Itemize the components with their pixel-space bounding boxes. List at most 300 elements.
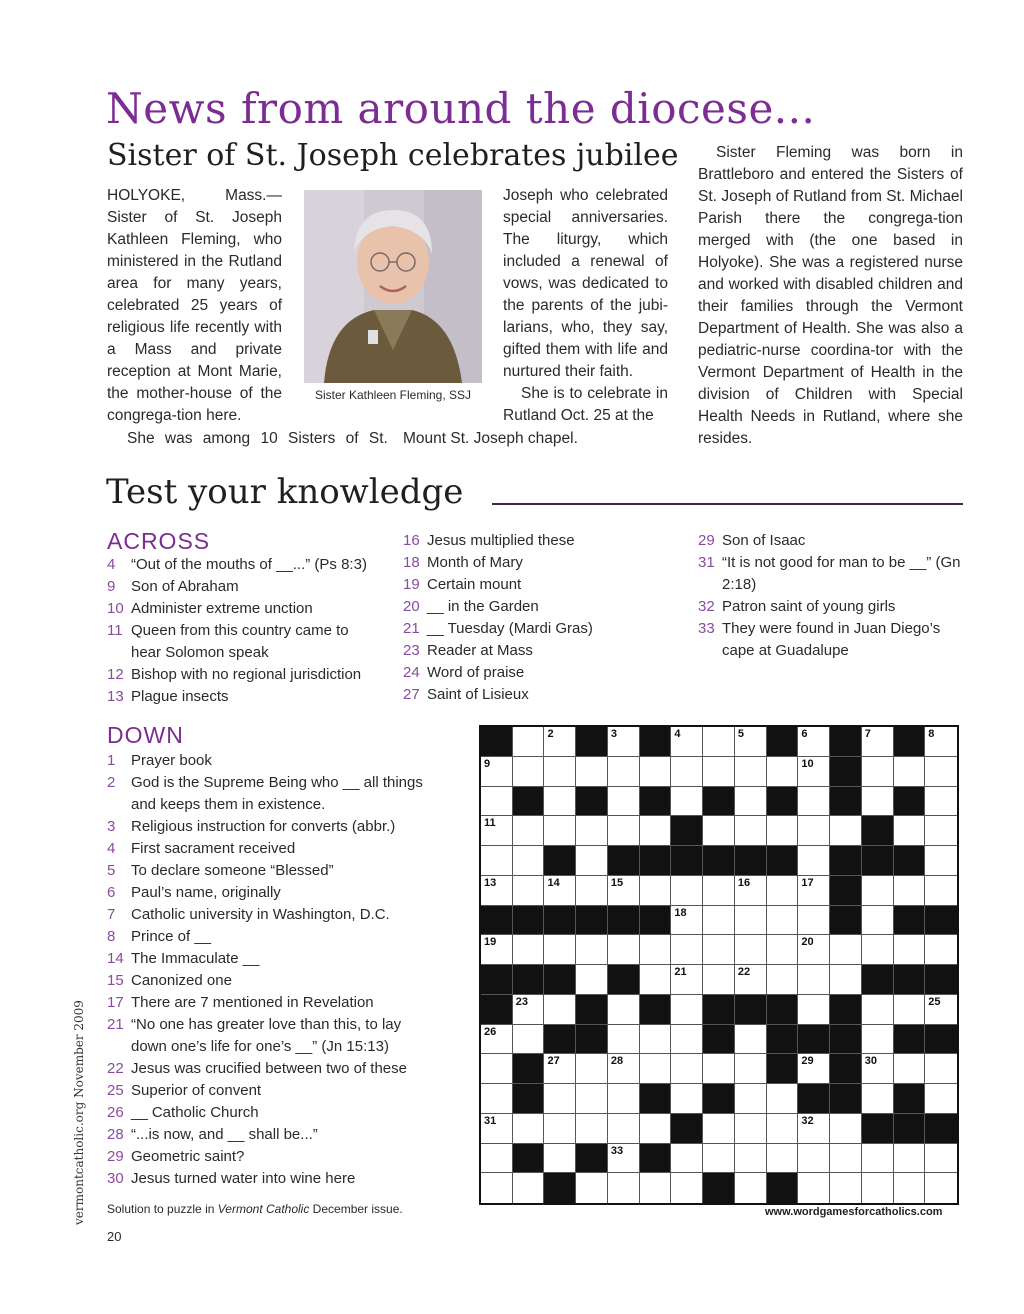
answer-square[interactable] (608, 876, 640, 906)
across-clues-col-3 (698, 530, 963, 662)
answer-square[interactable] (640, 757, 672, 787)
clue-text: Catholic university in Washington, D.C. (131, 906, 390, 923)
answer-square[interactable] (735, 1114, 767, 1144)
black-square (830, 906, 862, 936)
answer-square[interactable] (671, 965, 703, 995)
black-square (798, 1084, 830, 1114)
answer-square[interactable] (671, 1025, 703, 1055)
answer-square[interactable] (894, 757, 926, 787)
answer-square[interactable] (862, 1054, 894, 1084)
publication-sidebar: vermontcatholic.org November 2009 (72, 1000, 86, 1225)
answer-square[interactable] (735, 1025, 767, 1055)
answer-square[interactable] (481, 787, 513, 817)
clue-number: 33 (698, 620, 715, 637)
answer-square[interactable] (767, 757, 799, 787)
clue-text: There are 7 mentioned in Revelation (131, 994, 374, 1011)
clue-text: Jesus multiplied these (427, 532, 575, 549)
answer-square[interactable] (830, 816, 862, 846)
answer-square[interactable] (767, 906, 799, 936)
down-clue-29 (107, 1146, 432, 1168)
across-clues-col-2 (403, 530, 673, 706)
answer-square[interactable] (894, 935, 926, 965)
clue-text: Queen from this country came to hear Solomon speak (131, 622, 349, 661)
clue-number: 19 (403, 576, 420, 593)
black-square (576, 787, 608, 817)
answer-square[interactable] (544, 757, 576, 787)
black-square (640, 1084, 672, 1114)
answer-square[interactable] (513, 1025, 545, 1055)
answer-square[interactable] (894, 1144, 926, 1174)
black-square (671, 816, 703, 846)
down-clue-22 (107, 1058, 432, 1080)
answer-square[interactable] (608, 1054, 640, 1084)
answer-square[interactable] (767, 1144, 799, 1174)
answer-square[interactable] (894, 816, 926, 846)
answer-square[interactable] (544, 876, 576, 906)
answer-square[interactable] (862, 757, 894, 787)
page-title: News from around the diocese... (106, 84, 816, 133)
answer-square[interactable] (735, 965, 767, 995)
answer-square[interactable] (798, 757, 830, 787)
answer-square[interactable] (735, 906, 767, 936)
answer-square[interactable] (862, 906, 894, 936)
solution-note-text: Solution to puzzle in (107, 1202, 218, 1216)
answer-square[interactable] (544, 727, 576, 757)
black-square (513, 1054, 545, 1084)
clue-number: 6 (107, 884, 116, 901)
clue-number: 4 (107, 840, 116, 857)
across-clue-4 (107, 554, 367, 576)
answer-square[interactable] (608, 787, 640, 817)
answer-square[interactable] (671, 906, 703, 936)
across-clue-27 (403, 684, 673, 706)
answer-square[interactable] (481, 757, 513, 787)
answer-square[interactable] (608, 1114, 640, 1144)
answer-square[interactable] (703, 816, 735, 846)
answer-square[interactable] (703, 965, 735, 995)
answer-square[interactable] (513, 1173, 545, 1203)
square-number: 10 (801, 757, 814, 770)
answer-square[interactable] (513, 757, 545, 787)
answer-square[interactable] (894, 1054, 926, 1084)
clue-number: 15 (107, 972, 124, 989)
clue-number: 28 (107, 1126, 124, 1143)
across-clue-20 (403, 596, 673, 618)
square-number: 17 (801, 876, 814, 889)
answer-square[interactable] (544, 935, 576, 965)
down-clue-21 (107, 1014, 432, 1058)
clue-number: 16 (403, 532, 420, 549)
down-clue-1 (107, 750, 432, 772)
across-clue-12 (107, 664, 367, 686)
square-number: 9 (484, 757, 491, 770)
across-clue-10 (107, 598, 367, 620)
answer-square[interactable] (608, 995, 640, 1025)
answer-square[interactable] (862, 1025, 894, 1055)
answer-square[interactable] (640, 816, 672, 846)
down-clue-2 (107, 772, 432, 816)
answer-square[interactable] (608, 1084, 640, 1114)
black-square (862, 846, 894, 876)
clue-text: __ Catholic Church (131, 1104, 259, 1121)
clue-text: “No one has greater love than this, to lay down one’s life for one’s __” (Jn 15:13) (131, 1016, 402, 1055)
answer-square[interactable] (767, 876, 799, 906)
answer-square[interactable] (798, 935, 830, 965)
answer-square[interactable] (830, 1114, 862, 1144)
answer-square[interactable] (925, 935, 957, 965)
answer-square[interactable] (576, 965, 608, 995)
answer-square[interactable] (925, 846, 957, 876)
answer-square[interactable] (544, 787, 576, 817)
answer-square[interactable] (576, 816, 608, 846)
portrait-photo (304, 190, 482, 383)
answer-square[interactable] (608, 757, 640, 787)
black-square (830, 995, 862, 1025)
answer-square[interactable] (703, 1054, 735, 1084)
square-number: 29 (801, 1055, 814, 1068)
answer-square[interactable] (798, 1054, 830, 1084)
square-number: 20 (801, 936, 814, 949)
down-clue-17 (107, 992, 432, 1014)
answer-square[interactable] (703, 906, 735, 936)
black-square (925, 1025, 957, 1055)
clue-text: Paul’s name, originally (131, 884, 281, 901)
black-square (544, 846, 576, 876)
answer-square[interactable] (862, 995, 894, 1025)
black-square (608, 846, 640, 876)
page-number: 20 (107, 1229, 122, 1244)
answer-square[interactable] (735, 816, 767, 846)
black-square (830, 727, 862, 757)
answer-square[interactable] (894, 876, 926, 906)
answer-square[interactable] (703, 876, 735, 906)
answer-square[interactable] (830, 1173, 862, 1203)
article-column-3: Sister Fleming was born in Brattleboro and entered the Sisters of St. Joseph of Rutland from St. Michael Parish there the congrega-tion merged with (the one based in Holyoke). She was a registered nurse and worked with disabled children and their families through the Vermont Department of Health. She was also a pediatric-nurse coordina-tor with the Vermont Department of Health in the division of Children with Special Health Needs in Rutland, where she resides. (698, 144, 963, 447)
answer-square[interactable] (513, 816, 545, 846)
answer-square[interactable] (544, 1054, 576, 1084)
answer-square[interactable] (925, 727, 957, 757)
answer-square[interactable] (703, 935, 735, 965)
down-clue-26 (107, 1102, 432, 1124)
square-number: 28 (610, 1055, 624, 1068)
answer-square[interactable] (767, 965, 799, 995)
answer-square[interactable] (862, 727, 894, 757)
answer-square[interactable] (640, 1173, 672, 1203)
answer-square[interactable] (513, 876, 545, 906)
down-clue-6 (107, 882, 432, 904)
answer-square[interactable] (481, 876, 513, 906)
black-square (671, 846, 703, 876)
answer-square[interactable] (925, 787, 957, 817)
answer-square[interactable] (894, 1173, 926, 1203)
across-clue-31 (698, 552, 963, 596)
square-number: 30 (864, 1055, 878, 1068)
clue-number: 14 (107, 950, 124, 967)
answer-square[interactable] (830, 935, 862, 965)
clue-number: 2 (107, 774, 116, 791)
answer-square[interactable] (671, 727, 703, 757)
black-square (894, 846, 926, 876)
clue-number: 32 (698, 598, 715, 615)
black-square (576, 995, 608, 1025)
answer-square[interactable] (735, 876, 767, 906)
answer-square[interactable] (798, 1144, 830, 1174)
answer-square[interactable] (735, 1084, 767, 1114)
clue-text: Patron saint of young girls (722, 598, 896, 615)
answer-square[interactable] (671, 757, 703, 787)
answer-square[interactable] (544, 1144, 576, 1174)
clue-number: 18 (403, 554, 420, 571)
answer-square[interactable] (640, 876, 672, 906)
answer-square[interactable] (735, 1173, 767, 1203)
across-clue-21 (403, 618, 673, 640)
answer-square[interactable] (925, 1084, 957, 1114)
clue-number: 29 (107, 1148, 124, 1165)
crossword-grid (479, 725, 959, 1205)
answer-square[interactable] (862, 935, 894, 965)
answer-square[interactable] (862, 1144, 894, 1174)
answer-square[interactable] (703, 1114, 735, 1144)
answer-square[interactable] (481, 935, 513, 965)
across-heading: ACROSS (107, 528, 211, 554)
answer-square[interactable] (608, 1144, 640, 1174)
answer-square[interactable] (798, 906, 830, 936)
black-square (862, 816, 894, 846)
article-bottom-left: She was among 10 Sisters of St. (127, 430, 388, 447)
answer-square[interactable] (576, 846, 608, 876)
article-bottom-right: Mount St. Joseph chapel. (403, 430, 578, 447)
answer-square[interactable] (767, 935, 799, 965)
answer-square[interactable] (481, 1025, 513, 1055)
answer-square[interactable] (862, 1173, 894, 1203)
answer-square[interactable] (767, 1114, 799, 1144)
across-clue-11 (107, 620, 367, 664)
black-square (576, 906, 608, 936)
answer-square[interactable] (925, 757, 957, 787)
answer-square[interactable] (798, 787, 830, 817)
black-square (925, 1114, 957, 1144)
answer-square[interactable] (671, 787, 703, 817)
clue-text: Reader at Mass (427, 642, 533, 659)
answer-square[interactable] (925, 995, 957, 1025)
answer-square[interactable] (735, 757, 767, 787)
down-heading: DOWN (107, 722, 184, 748)
black-square (767, 995, 799, 1025)
answer-square[interactable] (830, 1144, 862, 1174)
answer-square[interactable] (513, 1114, 545, 1144)
answer-square[interactable] (735, 1054, 767, 1084)
answer-square[interactable] (576, 1173, 608, 1203)
answer-square[interactable] (798, 1173, 830, 1203)
answer-square[interactable] (735, 727, 767, 757)
black-square (544, 965, 576, 995)
answer-square[interactable] (608, 816, 640, 846)
answer-square[interactable] (703, 727, 735, 757)
down-clue-25 (107, 1080, 432, 1102)
clue-number: 22 (107, 1060, 124, 1077)
answer-square[interactable] (671, 1054, 703, 1084)
answer-square[interactable] (576, 757, 608, 787)
across-clue-33 (698, 618, 963, 662)
answer-square[interactable] (481, 1173, 513, 1203)
answer-square[interactable] (798, 995, 830, 1025)
answer-square[interactable] (925, 1144, 957, 1174)
answer-square[interactable] (481, 1144, 513, 1174)
answer-square[interactable] (798, 846, 830, 876)
clue-text: Saint of Lisieux (427, 686, 529, 703)
answer-square[interactable] (862, 787, 894, 817)
answer-square[interactable] (576, 935, 608, 965)
clue-number: 31 (698, 554, 715, 571)
black-square (703, 787, 735, 817)
answer-square[interactable] (576, 1114, 608, 1144)
answer-square[interactable] (481, 846, 513, 876)
clue-text: Administer extreme unction (131, 600, 313, 617)
answer-square[interactable] (608, 935, 640, 965)
clue-number: 9 (107, 578, 116, 595)
answer-square[interactable] (798, 1114, 830, 1144)
square-number: 4 (674, 728, 681, 740)
answer-square[interactable] (640, 935, 672, 965)
answer-square[interactable] (576, 1084, 608, 1114)
down-clue-7 (107, 904, 432, 926)
answer-square[interactable] (798, 876, 830, 906)
black-square (767, 1054, 799, 1084)
answer-square[interactable] (481, 1084, 513, 1114)
answer-square[interactable] (735, 1144, 767, 1174)
answer-square[interactable] (671, 935, 703, 965)
clue-text: The Immaculate __ (131, 950, 260, 967)
answer-square[interactable] (798, 965, 830, 995)
answer-square[interactable] (544, 1114, 576, 1144)
answer-square[interactable] (513, 846, 545, 876)
clue-number: 23 (403, 642, 420, 659)
clue-number: 25 (107, 1082, 124, 1099)
across-clue-9 (107, 576, 367, 598)
square-number: 21 (674, 966, 687, 978)
answer-square[interactable] (671, 1173, 703, 1203)
answer-square[interactable] (671, 1084, 703, 1114)
clue-number: 17 (107, 994, 124, 1011)
across-clue-16 (403, 530, 673, 552)
answer-square[interactable] (608, 1173, 640, 1203)
clue-number: 10 (107, 600, 124, 617)
answer-square[interactable] (925, 1054, 957, 1084)
black-square (481, 906, 513, 936)
answer-square[interactable] (671, 995, 703, 1025)
answer-square[interactable] (513, 935, 545, 965)
clue-text: “Out of the mouths of __...” (Ps 8:3) (131, 556, 367, 573)
answer-square[interactable] (735, 787, 767, 817)
answer-square[interactable] (481, 816, 513, 846)
answer-square[interactable] (640, 965, 672, 995)
black-square (576, 1144, 608, 1174)
answer-square[interactable] (798, 727, 830, 757)
black-square (862, 1114, 894, 1144)
answer-square[interactable] (894, 995, 926, 1025)
black-square (640, 787, 672, 817)
black-square (830, 1054, 862, 1084)
black-square (894, 727, 926, 757)
clue-text: Superior of convent (131, 1082, 262, 1099)
clue-number: 21 (107, 1016, 124, 1033)
clue-number: 13 (107, 688, 124, 705)
black-square (640, 727, 672, 757)
answer-square[interactable] (925, 876, 957, 906)
clue-text: Geometric saint? (131, 1148, 245, 1165)
puzzle-heading: Test your knowledge (106, 472, 464, 512)
answer-square[interactable] (544, 1084, 576, 1114)
square-number: 33 (610, 1144, 624, 1157)
answer-square[interactable] (608, 1025, 640, 1055)
answer-square[interactable] (544, 995, 576, 1025)
black-square (513, 906, 545, 936)
clue-number: 27 (403, 686, 420, 703)
clue-text: Jesus was crucified between two of these (131, 1060, 407, 1077)
answer-square[interactable] (767, 1084, 799, 1114)
article-column-2-para-2: She is to celebrate in Rutland Oct. 25 at the (503, 385, 668, 424)
square-number: 7 (864, 728, 871, 740)
answer-square[interactable] (830, 965, 862, 995)
answer-square[interactable] (481, 1114, 513, 1144)
answer-square[interactable] (735, 935, 767, 965)
solution-note-text-end: December issue. (309, 1202, 403, 1216)
answer-square[interactable] (481, 1054, 513, 1084)
article-title: Sister of St. Joseph celebrates jubilee (107, 138, 679, 173)
answer-square[interactable] (862, 1084, 894, 1114)
answer-square[interactable] (576, 876, 608, 906)
answer-square[interactable] (608, 727, 640, 757)
clue-text: Bishop with no regional jurisdiction (131, 666, 362, 683)
answer-square[interactable] (703, 1144, 735, 1174)
answer-square[interactable] (798, 816, 830, 846)
answer-square[interactable] (862, 876, 894, 906)
clue-text: “It is not good for man to be __” (Gn 2:18) (722, 554, 961, 593)
black-square (608, 906, 640, 936)
answer-square[interactable] (640, 1054, 672, 1084)
answer-square[interactable] (925, 816, 957, 846)
down-clue-8 (107, 926, 432, 948)
answer-square[interactable] (640, 1025, 672, 1055)
black-square (544, 906, 576, 936)
square-number: 31 (484, 1114, 497, 1127)
answer-square[interactable] (544, 816, 576, 846)
black-square (576, 727, 608, 757)
black-square (703, 1084, 735, 1114)
black-square (767, 1025, 799, 1055)
answer-square[interactable] (767, 816, 799, 846)
square-number: 5 (737, 728, 744, 740)
clue-text: To declare someone “Blessed” (131, 862, 334, 879)
answer-square[interactable] (576, 1054, 608, 1084)
answer-square[interactable] (925, 1173, 957, 1203)
across-clue-13 (107, 686, 367, 708)
answer-square[interactable] (703, 757, 735, 787)
answer-square[interactable] (640, 1114, 672, 1144)
black-square (513, 965, 545, 995)
article-column-2-para-1: Joseph who celebrated special anniversaries. The liturgy, which included a renewal of vows, was dedicated to the parents of the jubi-larians, who, they say, gifted them with life and nurtured their faith. (503, 187, 668, 380)
black-square (830, 1025, 862, 1055)
answer-square[interactable] (671, 1144, 703, 1174)
down-clue-14 (107, 948, 432, 970)
square-number: 13 (484, 876, 497, 889)
black-square (894, 1084, 926, 1114)
black-square (640, 995, 672, 1025)
answer-square[interactable] (513, 727, 545, 757)
answer-square[interactable] (513, 995, 545, 1025)
square-number: 26 (484, 1025, 497, 1038)
answer-square[interactable] (671, 876, 703, 906)
